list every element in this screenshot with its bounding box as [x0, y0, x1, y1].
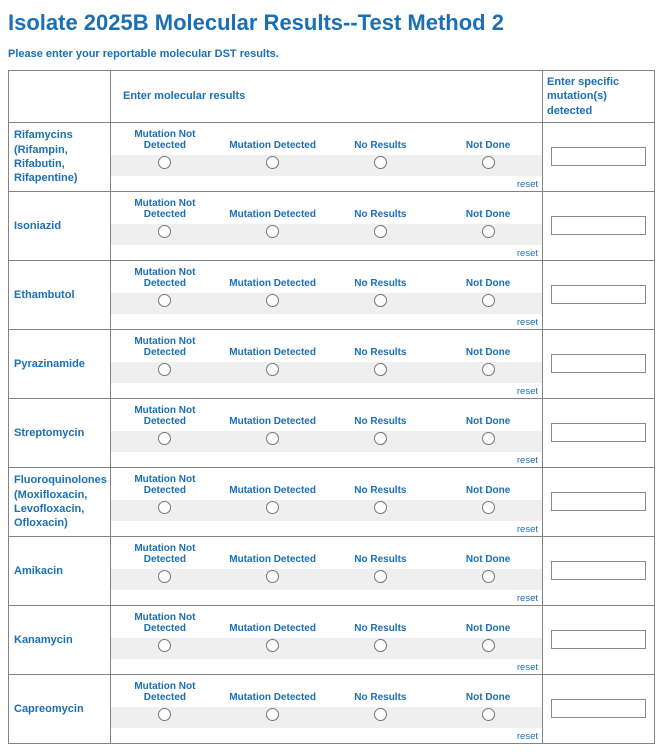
radio-mutation-not-detected[interactable]	[158, 363, 171, 376]
options-cell	[111, 398, 543, 467]
options-cell	[111, 467, 543, 536]
radio-not-done[interactable]	[482, 708, 495, 721]
options-cell	[111, 122, 543, 191]
radio-no-results[interactable]	[374, 570, 387, 583]
option-label-not-done: Not Done	[465, 692, 511, 704]
option-label-not-done: Not Done	[465, 278, 511, 290]
drug-label: Capreomycin	[9, 674, 111, 743]
reset-line	[111, 521, 542, 535]
radio-mutation-detected[interactable]	[266, 363, 279, 376]
radio-not-done[interactable]	[482, 570, 495, 583]
options-cell	[111, 536, 543, 605]
radio-mutation-not-detected[interactable]	[158, 570, 171, 583]
option-label-mutation-not-detected: Mutation Not Detected	[134, 680, 196, 704]
radio-no-results[interactable]	[374, 156, 387, 169]
option-label-no-results: No Results	[354, 347, 407, 359]
mutation-cell	[543, 329, 655, 398]
mutation-input[interactable]	[551, 630, 646, 649]
option-label-mutation-detected: Mutation Detected	[229, 209, 316, 221]
reset-link[interactable]: reset	[516, 592, 538, 604]
mutation-input[interactable]	[551, 492, 646, 511]
mutation-cell	[543, 536, 655, 605]
option-label-mutation-not-detected: Mutation Not Detected	[134, 473, 196, 497]
option-labels-row	[111, 611, 542, 635]
option-labels-row	[111, 335, 542, 359]
options-cell	[111, 260, 543, 329]
option-label-mutation-detected: Mutation Detected	[229, 416, 316, 428]
table-row	[9, 329, 655, 398]
reset-link[interactable]: reset	[516, 661, 538, 673]
option-label-not-done: Not Done	[465, 416, 511, 428]
column-header-molecular-results: Enter molecular results	[111, 71, 543, 123]
table-row	[9, 674, 655, 743]
table-row	[9, 605, 655, 674]
reset-line	[111, 452, 542, 466]
radio-mutation-not-detected[interactable]	[158, 156, 171, 169]
option-label-mutation-not-detected: Mutation Not Detected	[134, 335, 196, 359]
reset-link[interactable]: reset	[516, 247, 538, 259]
option-label-mutation-not-detected: Mutation Not Detected	[134, 197, 196, 221]
radio-strip	[111, 638, 542, 659]
radio-not-done[interactable]	[482, 501, 495, 514]
reset-link[interactable]: reset	[516, 523, 538, 535]
mutation-input[interactable]	[551, 423, 646, 442]
option-label-mutation-detected: Mutation Detected	[229, 485, 316, 497]
radio-mutation-detected[interactable]	[266, 708, 279, 721]
reset-link[interactable]: reset	[516, 730, 538, 742]
option-label-not-done: Not Done	[465, 485, 511, 497]
radio-strip	[111, 431, 542, 452]
radio-mutation-detected[interactable]	[266, 294, 279, 307]
mutation-input[interactable]	[551, 285, 646, 304]
option-label-no-results: No Results	[354, 416, 407, 428]
radio-strip	[111, 155, 542, 176]
molecular-results-table	[8, 70, 655, 744]
option-label-mutation-not-detected: Mutation Not Detected	[134, 128, 196, 152]
option-label-no-results: No Results	[354, 278, 407, 290]
table-row	[9, 191, 655, 260]
option-label-mutation-detected: Mutation Detected	[229, 140, 316, 152]
drug-label: Fluoroquinolones (Moxifloxacin, Levofloxacin, Ofloxacin)	[9, 467, 111, 536]
radio-no-results[interactable]	[374, 363, 387, 376]
reset-line	[111, 245, 542, 259]
option-label-mutation-not-detected: Mutation Not Detected	[134, 542, 196, 566]
radio-no-results[interactable]	[374, 225, 387, 238]
table-row	[9, 260, 655, 329]
radio-not-done[interactable]	[482, 156, 495, 169]
mutation-input[interactable]	[551, 561, 646, 580]
drug-label: Ethambutol	[9, 260, 111, 329]
drug-label: Pyrazinamide	[9, 329, 111, 398]
page-title: Isolate 2025B Molecular Results--Test Method 2	[8, 10, 504, 35]
option-label-no-results: No Results	[354, 692, 407, 704]
mutation-cell	[543, 191, 655, 260]
mutation-cell	[543, 605, 655, 674]
option-label-mutation-detected: Mutation Detected	[229, 278, 316, 290]
option-label-mutation-detected: Mutation Detected	[229, 692, 316, 704]
options-cell	[111, 605, 543, 674]
mutation-input[interactable]	[551, 216, 646, 235]
option-label-mutation-detected: Mutation Detected	[229, 554, 316, 566]
options-cell	[111, 674, 543, 743]
radio-not-done[interactable]	[482, 294, 495, 307]
radio-mutation-detected[interactable]	[266, 156, 279, 169]
reset-link[interactable]: reset	[516, 454, 538, 466]
option-label-not-done: Not Done	[465, 209, 511, 221]
radio-mutation-not-detected[interactable]	[158, 432, 171, 445]
option-label-no-results: No Results	[354, 209, 407, 221]
options-cell	[111, 191, 543, 260]
radio-not-done[interactable]	[482, 225, 495, 238]
mutation-cell	[543, 398, 655, 467]
reset-link[interactable]: reset	[516, 178, 538, 190]
radio-no-results[interactable]	[374, 294, 387, 307]
radio-mutation-detected[interactable]	[266, 501, 279, 514]
mutation-cell	[543, 260, 655, 329]
drug-label: Streptomycin	[9, 398, 111, 467]
radio-not-done[interactable]	[482, 639, 495, 652]
table-row	[9, 536, 655, 605]
reset-link[interactable]: reset	[516, 316, 538, 328]
table-header-row	[9, 71, 655, 123]
radio-no-results[interactable]	[374, 501, 387, 514]
reset-link[interactable]: reset	[516, 385, 538, 397]
option-label-not-done: Not Done	[465, 347, 511, 359]
radio-mutation-not-detected[interactable]	[158, 501, 171, 514]
radio-mutation-detected[interactable]	[266, 432, 279, 445]
radio-mutation-not-detected[interactable]	[158, 294, 171, 307]
option-labels-row	[111, 404, 542, 428]
reset-line	[111, 314, 542, 328]
radio-no-results[interactable]	[374, 639, 387, 652]
option-label-no-results: No Results	[354, 623, 407, 635]
table-row	[9, 122, 655, 191]
radio-no-results[interactable]	[374, 432, 387, 445]
radio-not-done[interactable]	[482, 432, 495, 445]
option-label-not-done: Not Done	[465, 140, 511, 152]
option-label-not-done: Not Done	[465, 623, 511, 635]
mutation-input[interactable]	[551, 699, 646, 718]
drug-label: Rifamycins (Rifampin, Rifabutin, Rifapentine)	[9, 122, 111, 191]
reset-line	[111, 728, 542, 742]
header-corner-cell	[9, 71, 111, 123]
reset-line	[111, 590, 542, 604]
option-labels-row	[111, 680, 542, 704]
option-label-no-results: No Results	[354, 140, 407, 152]
radio-mutation-detected[interactable]	[266, 639, 279, 652]
radio-mutation-not-detected[interactable]	[158, 708, 171, 721]
option-label-mutation-not-detected: Mutation Not Detected	[134, 266, 196, 290]
option-label-not-done: Not Done	[465, 554, 511, 566]
mutation-input[interactable]	[551, 147, 646, 166]
option-label-mutation-not-detected: Mutation Not Detected	[134, 611, 196, 635]
option-labels-row	[111, 542, 542, 566]
radio-mutation-not-detected[interactable]	[158, 639, 171, 652]
drug-label: Amikacin	[9, 536, 111, 605]
mutation-input[interactable]	[551, 354, 646, 373]
option-labels-row	[111, 473, 542, 497]
mutation-cell	[543, 467, 655, 536]
radio-mutation-not-detected[interactable]	[158, 225, 171, 238]
mutation-cell	[543, 122, 655, 191]
page-subtitle: Please enter your reportable molecular DST results.	[8, 48, 279, 60]
drug-label: Kanamycin	[9, 605, 111, 674]
radio-strip	[111, 500, 542, 521]
option-label-mutation-detected: Mutation Detected	[229, 623, 316, 635]
radio-no-results[interactable]	[374, 708, 387, 721]
radio-strip	[111, 224, 542, 245]
option-label-no-results: No Results	[354, 485, 407, 497]
option-labels-row	[111, 266, 542, 290]
option-label-mutation-detected: Mutation Detected	[229, 347, 316, 359]
option-labels-row	[111, 128, 542, 152]
mutation-cell	[543, 674, 655, 743]
radio-strip	[111, 293, 542, 314]
option-label-no-results: No Results	[354, 554, 407, 566]
radio-strip	[111, 569, 542, 590]
options-cell	[111, 329, 543, 398]
table-row	[9, 467, 655, 536]
option-labels-row	[111, 197, 542, 221]
radio-not-done[interactable]	[482, 363, 495, 376]
reset-line	[111, 383, 542, 397]
radio-mutation-detected[interactable]	[266, 225, 279, 238]
radio-strip	[111, 362, 542, 383]
radio-mutation-detected[interactable]	[266, 570, 279, 583]
column-header-specific-mutations: Enter specific mutation(s) detected	[543, 71, 655, 123]
option-label-mutation-not-detected: Mutation Not Detected	[134, 404, 196, 428]
table-row	[9, 398, 655, 467]
drug-label: Isoniazid	[9, 191, 111, 260]
reset-line	[111, 176, 542, 190]
radio-strip	[111, 707, 542, 728]
reset-line	[111, 659, 542, 673]
